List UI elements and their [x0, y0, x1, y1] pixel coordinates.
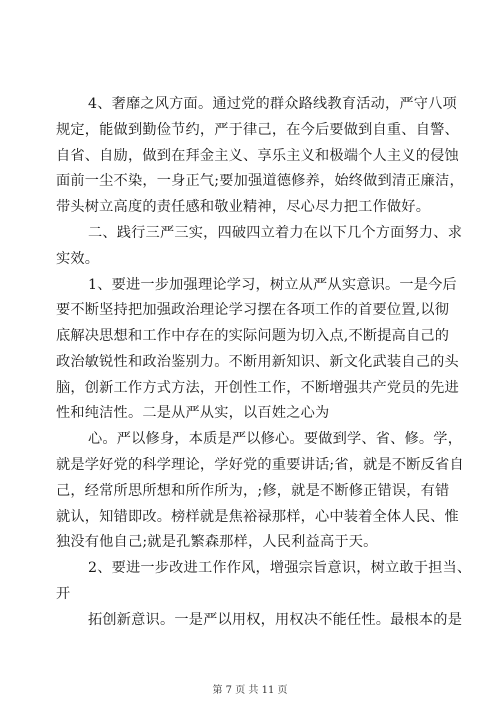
text-line: 底解决思想和工作中存在的实际问题为切入点,不断提高自己的: [56, 328, 450, 344]
text-line: 脑，创新工作方式方法，开创性工作，不断增强共产党员的先进: [56, 380, 459, 396]
text-line: 面前一尘不染，一身正气;要加强道德修养，始终做到清正廉洁，: [56, 173, 464, 189]
text-line: 就认，知错即改。榜样就是焦裕禄那样，心中装着全体人民、惟: [56, 509, 459, 525]
page-footer: 第 7 页 共 11 页: [212, 685, 288, 696]
text-line: 心。严以修身，本质是严以修心。要做到学、省、修。学，: [88, 431, 463, 447]
text-line: 独没有他自己;就是孔繁森那样，人民利益高于天。: [56, 534, 378, 550]
text-line: 4、奢靡之风方面。通过党的群众路线教育活动，严守八项: [88, 96, 457, 112]
text-line: 要不断坚持把加强政治理论学习摆在各项工作的首要位置,以彻: [56, 302, 450, 318]
text-line: 二、践行三严三实，四破四立着力在以下几个方面努力、求: [88, 225, 463, 241]
text-line: 拓创新意识。一是严以用权，用权决不能任性。最根本的是: [88, 612, 463, 628]
text-line: 己，经常所思所想和所作所为，;修，就是不断修正错误，有错: [56, 483, 450, 499]
text-line: 就是学好党的科学理论，学好党的重要讲话;省，就是不断反省自: [56, 457, 464, 473]
text-line: 政治敏锐性和政治鉴别力。不断用新知识、新文化武装自己的头: [56, 354, 459, 370]
text-line: 自省、自励，做到在拜金主义、享乐主义和极端个人主义的侵蚀: [56, 148, 459, 164]
text-line: 开: [56, 586, 71, 602]
text-line: 带头树立高度的责任感和敬业精神，尽心尽力把工作做好。: [56, 199, 431, 215]
text-line: 性和纯洁性。二是从严从实，以百姓之心为: [56, 405, 330, 421]
text-line: 实效。: [56, 251, 100, 267]
text-line: 1、要进一步加强理论学习，树立从严从实意识。一是今后: [88, 277, 457, 293]
text-line: 2、要进一步改进工作作风，增强宗旨意识，树立敢于担当、: [88, 560, 472, 576]
text-line: 规定，能做到勤俭节约，严于律己，在今后要做到自重、自警、: [56, 122, 459, 138]
